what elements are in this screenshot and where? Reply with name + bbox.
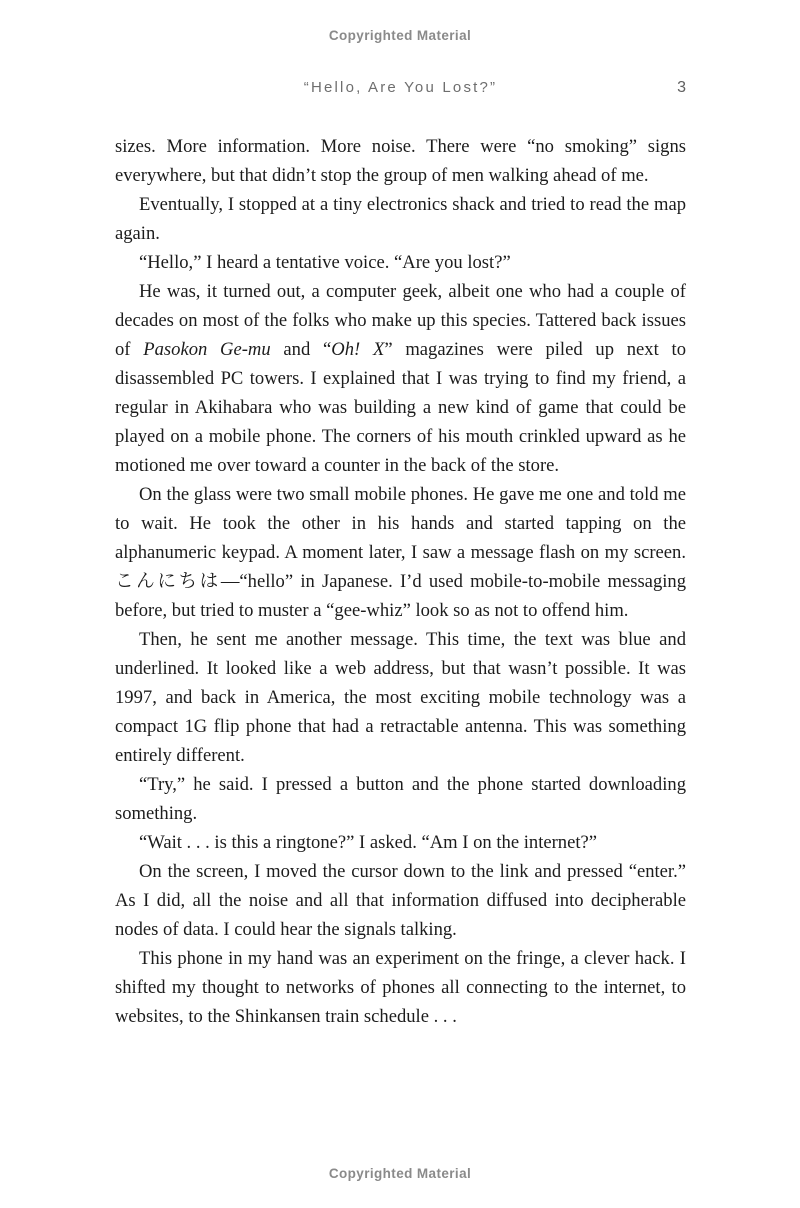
text-run: sizes. More information. More noise. There were “no smoking” signs everywhere, but that didn’t stop the group of men walking ahead of me.	[115, 136, 686, 186]
text-run: “Wait . . . is this a ringtone?” I asked. “Am I on the internet?”	[139, 832, 598, 853]
text-run: This phone in my hand was an experiment on the fringe, a clever hack. I shifted my thought to networks of phones all connecting to the internet, to websites, to the Shinkansen train schedule . . .	[115, 948, 686, 1027]
text-run: “Hello,” I heard a tentative voice. “Are you lost?”	[139, 252, 511, 273]
text-run: “Try,” he said. I pressed a button and the phone started downloading something.	[115, 774, 686, 824]
italic-text-run: Oh! X	[331, 339, 385, 360]
page-number: 3	[677, 79, 686, 96]
paragraph	[115, 277, 686, 480]
copyright-notice-bottom: Copyrighted Material	[328, 1166, 472, 1181]
chapter-title: “Hello, Are You Lost?”	[303, 79, 498, 96]
text-run: On the screen, I moved the cursor down to the link and pressed “enter.” As I did, all the noise and all that information diffused into decipherable nodes of data. I could hear the signals talking.	[115, 861, 686, 940]
paragraph	[115, 248, 686, 277]
text-run: Eventually, I stopped at a tiny electronics shack and tried to read the map again.	[115, 194, 686, 244]
text-run: He was, it turned out, a computer geek, albeit one who had a couple of decades on most of the folks who make up this species. Tattered back issues of	[115, 281, 686, 360]
running-head	[115, 79, 686, 96]
text-run: Then, he sent me another message. This time, the text was blue and underlined. It looked like a web address, but that wasn’t possible. It was 1997, and back in America, the most exciting mobile technology was a compact 1G flip phone that had a retractable antenna. This was something entirely different.	[115, 629, 686, 766]
body-text	[115, 132, 686, 1031]
text-run: and “	[270, 339, 332, 360]
copyright-notice-top: Copyrighted Material	[328, 28, 472, 43]
paragraph	[115, 480, 686, 625]
italic-text-run: Pasokon Ge-mu	[143, 339, 271, 360]
paragraph	[115, 132, 686, 190]
text-run: ” magazines were piled up next to disassembled PC towers. I explained that I was trying to find my friend, a regular in Akihabara who was building a new kind of game that could be played on a mobile phone. The corners of his mouth crinkled upward as he motioned me over toward a counter in the back of the store.	[115, 339, 686, 476]
paragraph	[115, 944, 686, 1031]
paragraph	[115, 190, 686, 248]
paragraph	[115, 857, 686, 944]
text-run: On the glass were two small mobile phones. He gave me one and told me to wait. He took the other in his hands and started tapping on the alphanumeric keypad. A moment later, I saw a message flash on my screen. こんにちは—“hello” in Japanese. I’d used mobile-to-mobile messaging before, but tried to muster a “gee-whiz” look so as not to offend him.	[115, 484, 686, 621]
paragraph	[115, 625, 686, 770]
paragraph	[115, 770, 686, 828]
paragraph	[115, 828, 686, 857]
